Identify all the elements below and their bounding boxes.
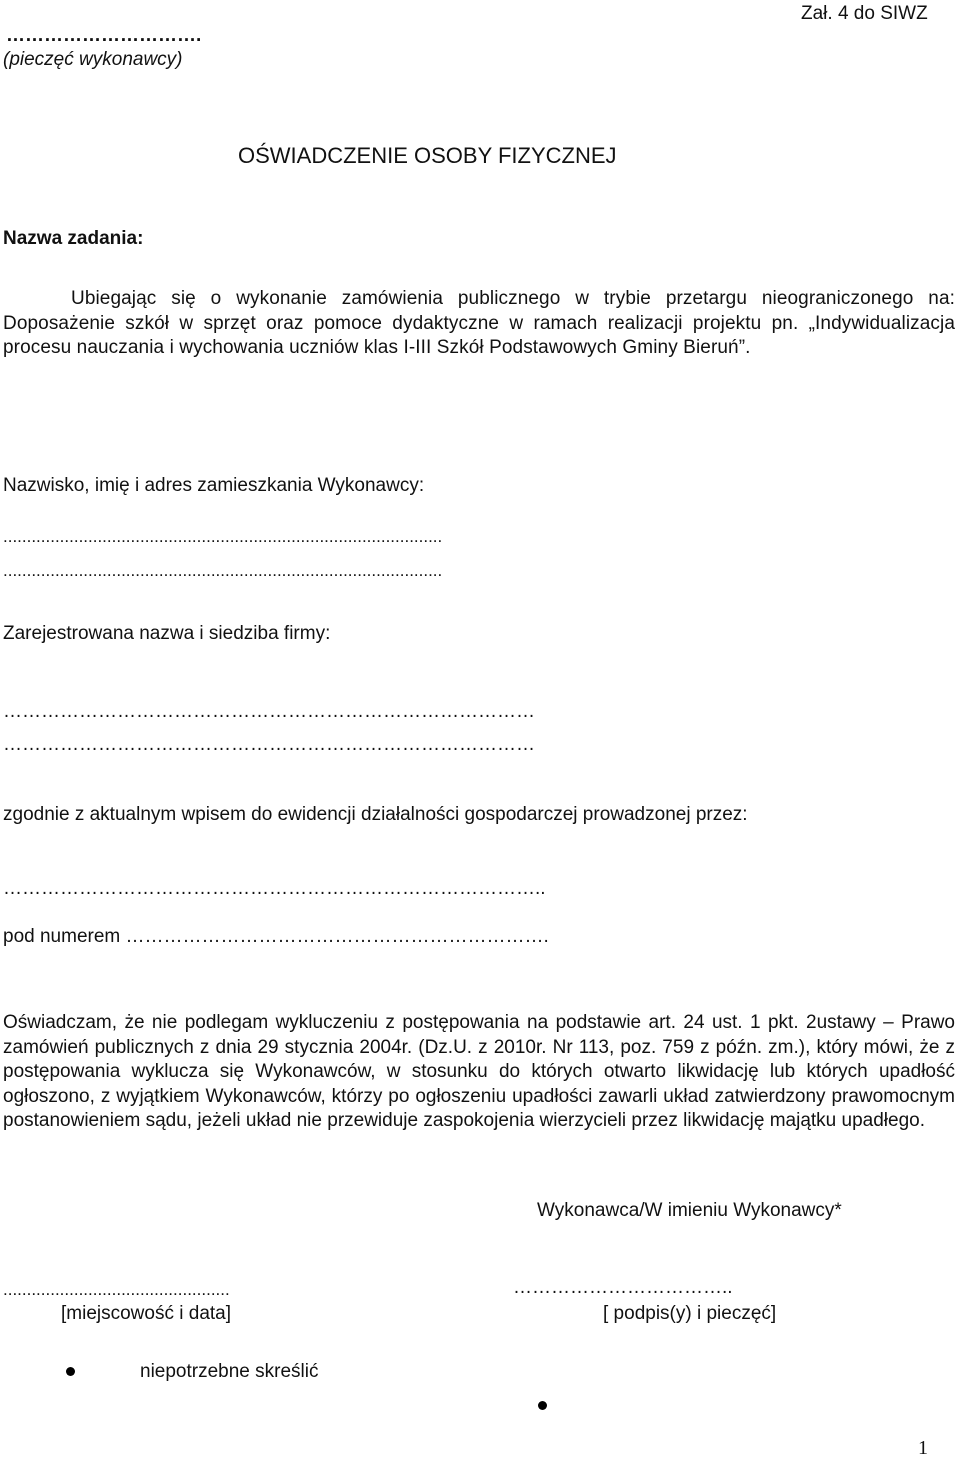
signature-dots: …………………………….. (513, 1277, 733, 1298)
attachment-reference: Zał. 4 do SIWZ (801, 3, 928, 24)
firm-name-line-1: ………………………………………………………………………… (3, 701, 535, 722)
declaration-paragraph: Oświadczam, że nie podlegam wykluczeniu z postępowania na podstawie art. 24 ust. 1 pkt. 2ustawy – Prawo zamówień publicznych z dnia 29 stycznia 2004r. (Dz.U. z 2010r. Nr 113, poz. 759 z późn. zm.), który mówi, że z postępowania wyklucza się Wykonawców, w stosunku do których otwarto likwidację lub których upadłość ogłoszono, z wyjątkiem Wykonawców, którzy po ogłoszeniu upadłości zawarli układ zatwierdzony prawomocnym postanowieniem sądu, jeżeli układ nie przewiduje zaspokojenia wierzycieli przez likwidację majątku upadłego. (3, 1012, 955, 1132)
registry-number-line: …………………………………………………………. (125, 926, 549, 947)
document-title: OŚWIADCZENIE OSOBY FIZYCZNEJ (238, 143, 617, 168)
footnote-text: niepotrzebne skreślić (140, 1361, 319, 1382)
task-name-label: Nazwa zadania: (3, 228, 144, 249)
signature-label: [ podpis(y) i pieczęć] (603, 1303, 777, 1324)
signature-heading: Wykonawca/W imieniu Wykonawcy* (537, 1200, 842, 1221)
place-date-dots: ................................................ (3, 1280, 230, 1299)
contractor-name-line-2: ............................................................................................. (3, 561, 443, 580)
registry-line: ………………………………………………………………………….. (3, 878, 546, 899)
page-number: 1 (918, 1437, 928, 1459)
empty-bullet-icon (538, 1401, 547, 1410)
seal-label: (pieczęć wykonawcy) (3, 49, 183, 70)
contractor-name-label: Nazwisko, imię i adres zamieszkania Wykonawcy: (3, 475, 425, 496)
contractor-name-line-1: ............................................................................................. (3, 527, 443, 546)
registry-label: zgodnie z aktualnym wpisem do ewidencji działalności gospodarczej prowadzonej przez: (3, 804, 748, 825)
seal-placeholder-dots: …………………………. (6, 25, 202, 46)
firm-name-label: Zarejestrowana nazwa i siedziba firmy: (3, 623, 331, 644)
footnote-bullet-icon (66, 1367, 75, 1376)
task-intro-paragraph: Ubiegając się o wykonanie zamówienia publicznego w trybie przetargu nieograniczonego na: Doposażenie szkół w sprzęt oraz pomoce dydaktyczne w ramach realizacji projektu pn. „Indywidualizacja procesu nauczania i wychowania uczniów klas I-III Szkół Podstawowych Gminy Bieruń”. (3, 288, 955, 359)
registry-number-label: pod numerem (3, 926, 121, 947)
firm-name-line-2: ………………………………………………………………………… (3, 734, 535, 755)
place-date-label: [miejscowość i data] (61, 1303, 232, 1324)
